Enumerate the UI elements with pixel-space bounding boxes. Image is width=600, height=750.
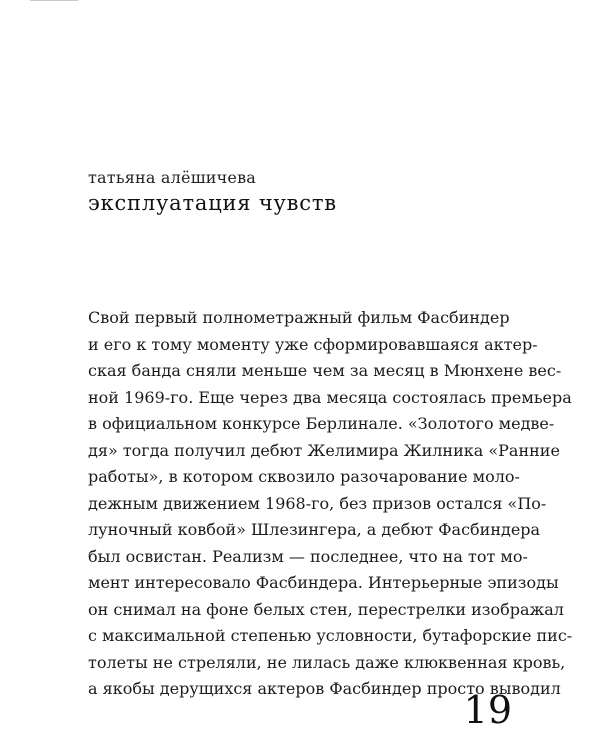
text-line: он снимал на фоне белых стен, перестрелки изображал [88, 599, 564, 619]
text-line: дежным движением 1968-го, без призов остался «По- [88, 493, 547, 513]
page-edge-mark [30, 0, 78, 1]
text-line: ская банда сняли меньше чем за месяц в Мюнхене вес- [88, 361, 562, 380]
text-line: в официальном конкурсе Берлинале. «Золотого медве- [88, 414, 555, 433]
text-line: а якобы дерущихся актеров Фасбиндер просто выводил [88, 679, 561, 698]
text-line: дя» тогда получил дебют Желимира Жилника «Ранние [88, 440, 560, 460]
text-line: Свой первый полнометражный фильм Фасбиндер [88, 308, 510, 327]
chapter-header [88, 168, 337, 216]
text-line: толеты не стреляли, не лилась даже клюквенная кровь, [88, 652, 566, 672]
author-name: татьяна алёшичева [88, 168, 257, 187]
text-line: был освистан. Реализм — последнее, что на тот мо- [88, 546, 528, 566]
text-line: мент интересовало Фасбиндера. Интерьерные эпизоды [88, 573, 559, 592]
text-line: с максимальной степенью условности, бутафорские пис- [88, 626, 573, 645]
text-line: и его к тому моменту уже сформировавшаяся актер- [88, 334, 538, 354]
page-number: 19 [463, 688, 512, 732]
text-line: ной 1969-го. Еще через два месяца состоялась премьера [88, 387, 572, 407]
body-paragraph [88, 305, 573, 703]
text-line: луночный ковбой» Шлезингера, а дебют Фасбиндера [88, 520, 541, 539]
chapter-title: эксплуатация чувств [88, 191, 337, 215]
text-line: работы», в котором сквозило разочарование моло- [88, 467, 520, 486]
